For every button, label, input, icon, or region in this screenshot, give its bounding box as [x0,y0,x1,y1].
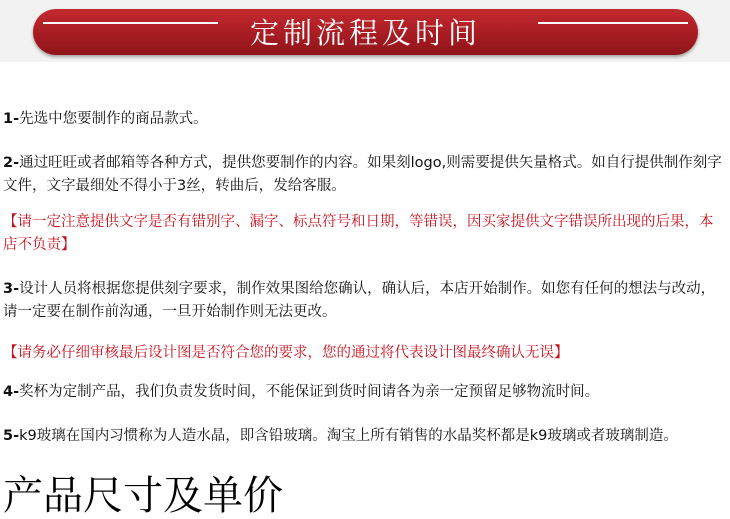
step-number: 1- [3,111,20,127]
step-text: 通过旺旺或者邮箱等各种方式，提供您要制作的内容。如果刻logo,则需要提供矢量格式。如自行提供制作刻字文件，文字最细处不得小于3丝，转曲后，发给客服。 [3,155,722,194]
step-number: 3- [3,281,20,297]
step-number: 4- [3,384,20,400]
step-number: 5- [3,428,20,444]
notice-text: 【请一定注意提供文字是否有错别字、漏字、标点符号和日期，等错误，因买家提供文字错误所出现的后果，本店不负责】 [3,214,714,253]
notice-2 [3,342,725,365]
step-text: 设计人员将根据您提供刻字要求，制作效果图给您确认，确认后，本店开始制作。如您有任何的想法与改动，请一定要在制作前沟通，一旦开始制作则无法更改。 [3,281,716,320]
header-banner-area [0,0,730,62]
step-1 [3,108,725,131]
step-text: 奖杯为定制产品，我们负责发货时间，不能保证到货时间请各为亲一定预留足够物流时间。 [19,384,600,400]
step-text: 先选中您要制作的商品款式。 [19,111,208,127]
step-5 [3,425,725,448]
step-3 [3,278,725,324]
section-title: 产品尺寸及单价 [3,473,283,519]
banner-title: 定制流程及时间 [249,16,481,50]
step-4 [3,381,725,404]
step-2 [3,152,725,198]
header-banner [33,9,698,55]
notice-1 [3,211,725,257]
step-text: k9玻璃在国内习惯称为人造水晶，即含铅玻璃。淘宝上所有销售的水晶奖杯都是k9玻璃或者玻璃制造。 [19,428,678,444]
notice-text: 【请务必仔细审核最后设计图是否符合您的要求，您的通过将代表设计图最终确认无误】 [3,345,569,361]
step-number: 2- [3,155,20,171]
